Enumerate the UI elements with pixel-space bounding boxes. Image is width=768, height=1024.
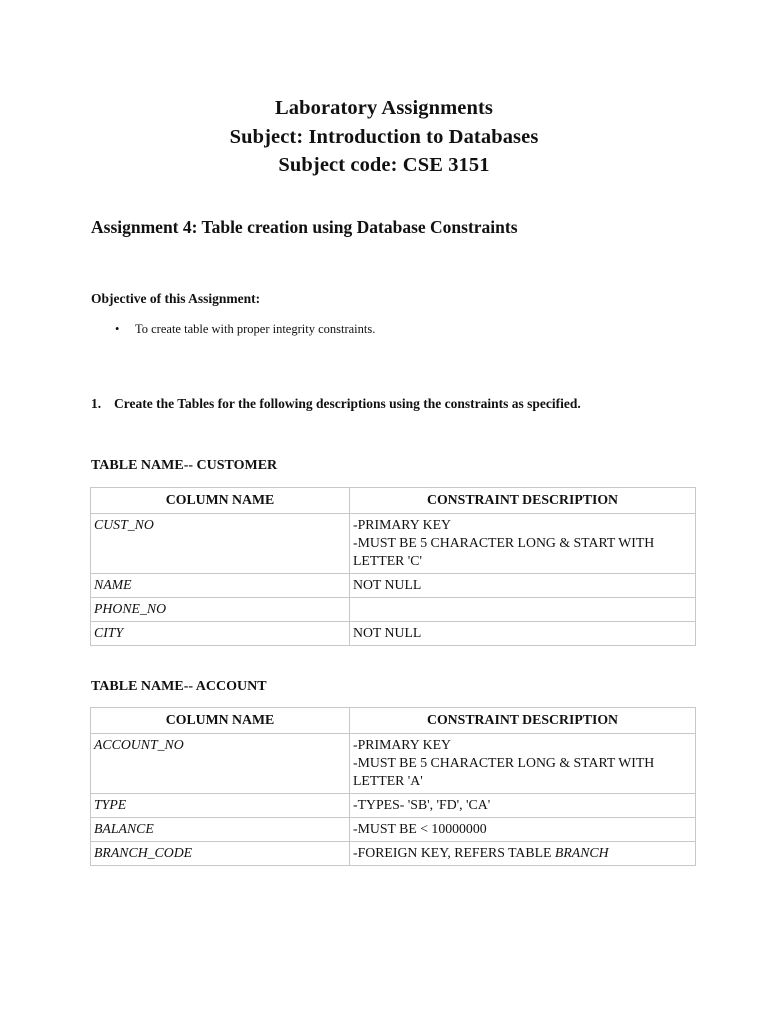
constraint-line: -MUST BE 5 CHARACTER LONG & START WITH LETTER 'C' <box>353 535 655 568</box>
table-header-row <box>91 488 696 514</box>
objective-text: To create table with proper integrity constraints. <box>135 322 376 336</box>
document-header <box>0 94 768 180</box>
column-header: COLUMN NAME <box>91 708 350 734</box>
table-row <box>91 842 696 866</box>
constraint-line: -MUST BE 5 CHARACTER LONG & START WITH LETTER 'A' <box>353 755 655 788</box>
table-row <box>91 574 696 598</box>
constraint-cell: NOT NULL <box>350 574 696 598</box>
header-title: Laboratory Assignments <box>274 97 494 119</box>
constraint-cell <box>350 734 696 794</box>
task-number: 1. <box>91 396 102 411</box>
constraint-line: -PRIMARY KEY <box>353 737 451 752</box>
table-row <box>91 622 696 646</box>
constraint-cell <box>350 842 696 866</box>
constraint-text: -FOREIGN KEY, REFERS TABLE <box>353 845 555 860</box>
constraint-line: -PRIMARY KEY <box>353 517 451 532</box>
table-row <box>91 794 696 818</box>
column-name-cell: ACCOUNT_NO <box>91 734 350 794</box>
column-name-cell: CUST_NO <box>91 514 350 574</box>
column-name-cell: CITY <box>91 622 350 646</box>
account-table <box>90 707 696 866</box>
customer-table <box>90 487 696 646</box>
objective-list <box>91 321 375 337</box>
assignment-title: Assignment 4: Table creation using Database Constraints <box>91 217 518 237</box>
table-row <box>91 734 696 794</box>
constraint-cell: -MUST BE < 10000000 <box>350 818 696 842</box>
table-header-row <box>91 708 696 734</box>
bullet-icon: • <box>115 322 120 336</box>
column-header: CONSTRAINT DESCRIPTION <box>350 708 696 734</box>
account-table-caption: TABLE NAME-- ACCOUNT <box>91 679 267 694</box>
list-item <box>91 321 375 337</box>
referenced-table-name: BRANCH <box>554 845 609 860</box>
constraint-cell <box>350 598 696 622</box>
column-header: COLUMN NAME <box>91 488 350 514</box>
column-name-cell: BALANCE <box>91 818 350 842</box>
table-row <box>91 598 696 622</box>
header-subject: Subject: Introduction to Databases <box>229 125 539 148</box>
objective-heading: Objective of this Assignment: <box>91 291 261 306</box>
table-row <box>91 514 696 574</box>
column-name-cell: BRANCH_CODE <box>91 842 350 866</box>
column-name-cell: TYPE <box>91 794 350 818</box>
column-name-cell: NAME <box>91 574 350 598</box>
column-header: CONSTRAINT DESCRIPTION <box>350 488 696 514</box>
constraint-cell: NOT NULL <box>350 622 696 646</box>
column-name-cell: PHONE_NO <box>91 598 350 622</box>
table-row <box>91 818 696 842</box>
customer-table-caption: TABLE NAME-- CUSTOMER <box>91 458 278 473</box>
task-text: Create the Tables for the following descriptions using the constraints as specified. <box>114 396 581 411</box>
constraint-cell <box>350 514 696 574</box>
constraint-cell: -TYPES- 'SB', 'FD', 'CA' <box>350 794 696 818</box>
task-instruction <box>91 396 581 412</box>
header-subject-code: Subject code: CSE 3151 <box>278 154 490 176</box>
